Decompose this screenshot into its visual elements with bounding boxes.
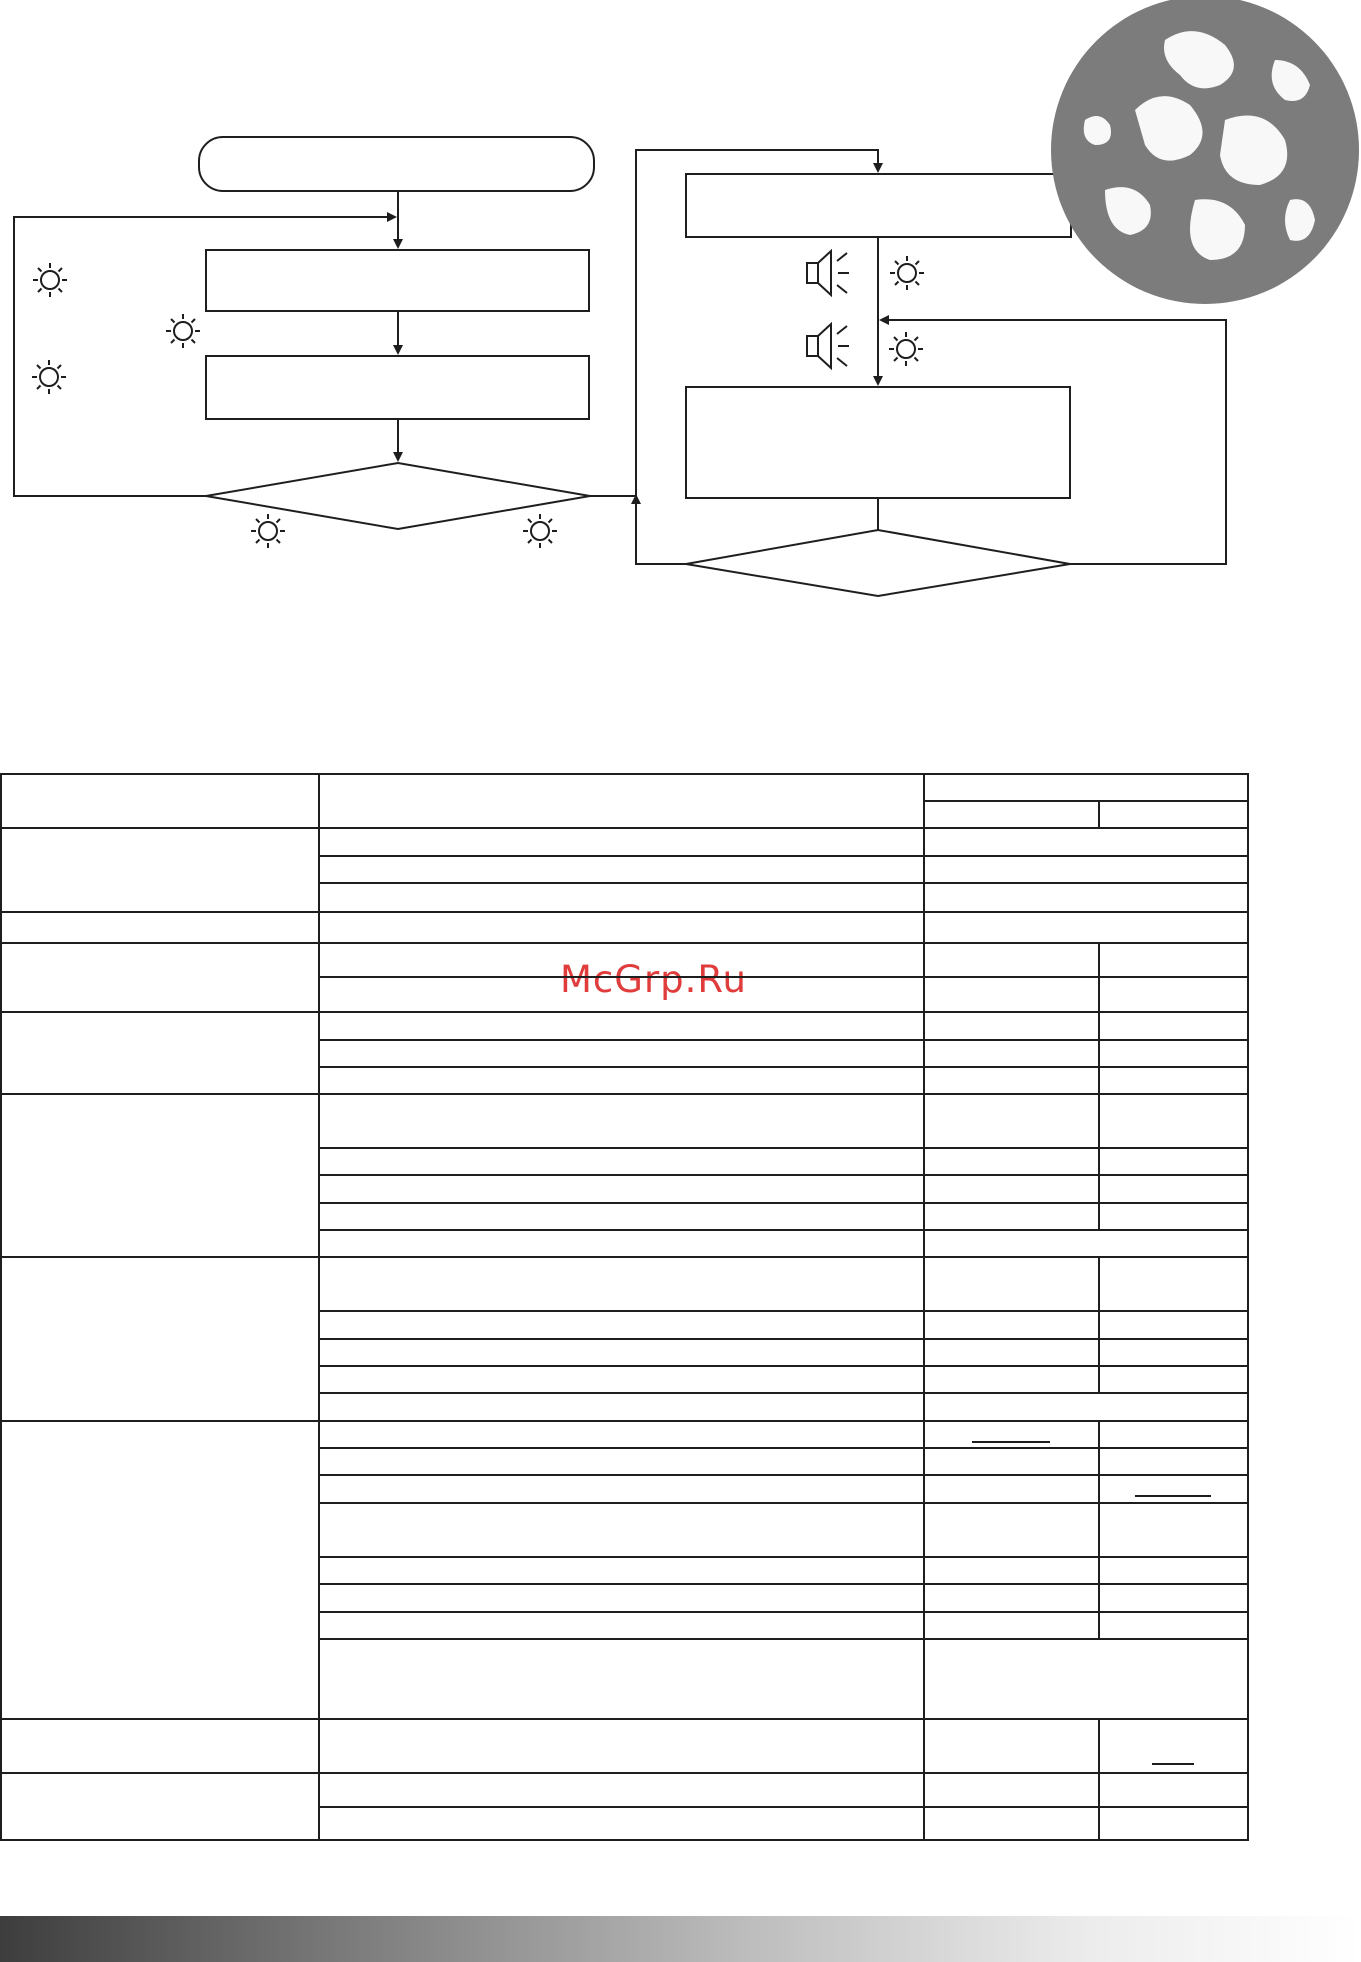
table-cell [924,1311,1099,1339]
table-cell [319,1012,924,1040]
decision-diamond-2 [686,530,1070,596]
table-cell [319,883,924,912]
table-cell [924,1639,1248,1719]
table-cell [319,1366,924,1393]
table-cell [319,1148,924,1175]
table-cell [924,828,1248,856]
table-cell [319,1557,924,1584]
table-cell [319,1339,924,1366]
process-box-2 [206,356,589,419]
table-cell [319,1067,924,1094]
table-cell [924,977,1099,1012]
table-cell [924,883,1248,912]
sun-icon [523,514,557,548]
table-cell [924,1175,1099,1203]
spec-table [0,773,1249,1841]
table-cell [1,1421,319,1719]
table-cell [924,1230,1248,1257]
table-cell [924,1503,1099,1557]
speaker-icon [807,251,849,295]
table-cell [1099,801,1249,828]
table-cell [924,1257,1099,1311]
table-cell [1099,1148,1249,1175]
table-cell [1,1012,319,1094]
table-cell [1,1257,319,1421]
table-cell [924,1773,1099,1807]
sun-icon [890,256,924,290]
table-cell [319,1773,924,1807]
table-cell [319,943,924,977]
table-cell [319,977,924,1012]
table-cell [924,801,1099,828]
process-box-1 [206,250,589,311]
table-cell [319,1311,924,1339]
sun-icon [166,314,200,348]
table-cell [924,1557,1099,1584]
sun-icon [32,360,66,394]
table-cell [924,1094,1099,1148]
table-cell [1099,1448,1249,1475]
table-cell [1099,1612,1249,1639]
table-cell [319,828,924,856]
table-cell [1,1773,319,1840]
table-cell [319,1807,924,1840]
table-cell [924,1421,1099,1448]
table-cell [924,774,1248,801]
table-cell [319,856,924,883]
table-cell [319,1203,924,1230]
globe-decoration [1045,0,1361,320]
speaker-icon [807,324,849,368]
table-cell [924,1475,1099,1503]
underline-mark [972,1427,1050,1443]
table-cell [924,1448,1099,1475]
table-cell [1099,1421,1249,1448]
table-cell [1099,1203,1249,1230]
table-cell [924,1339,1099,1366]
table-cell [924,1393,1248,1421]
table-cell [1099,1503,1249,1557]
underline-mark [1152,1749,1194,1765]
start-terminator [199,137,594,191]
sun-icon [251,514,285,548]
table-cell [1099,1311,1249,1339]
table-cell [924,1067,1099,1094]
table-cell [319,1257,924,1311]
table-cell [319,1230,924,1257]
table-cell [1099,1257,1249,1311]
table-cell [1,774,319,828]
table-cell [1099,1366,1249,1393]
table-cell [319,1094,924,1148]
table-cell [1,828,319,912]
table-cell [924,1203,1099,1230]
table-cell [1099,1040,1249,1067]
table-cell [1,912,319,943]
table-cell [924,943,1099,977]
table-cell [1099,1557,1249,1584]
underline-mark [1135,1481,1211,1497]
table-cell [924,1366,1099,1393]
process-box-3 [686,174,1071,237]
table-cell [924,1719,1099,1773]
table-cell [924,1040,1099,1067]
table-cell [1099,977,1249,1012]
table-cell [1099,1175,1249,1203]
sun-icon [33,263,67,297]
footer-gradient-bar [0,1916,1361,1962]
table-cell [924,912,1248,943]
table-cell [319,1612,924,1639]
table-cell [924,1612,1099,1639]
process-box-4 [686,387,1070,498]
sun-icon [889,332,923,366]
table-cell [319,1040,924,1067]
table-cell [1099,1807,1249,1840]
table-cell [924,1148,1099,1175]
table-cell [319,1475,924,1503]
table-cell [319,1421,924,1448]
table-cell [924,1584,1099,1612]
table-cell [1099,1584,1249,1612]
table-cell [1099,1012,1249,1040]
table-cell [1099,1067,1249,1094]
table-cell [1,943,319,1012]
table-cell [924,856,1248,883]
table-cell [1,1719,319,1773]
table-cell [1099,1094,1249,1148]
table-cell [319,1584,924,1612]
table-cell [319,1448,924,1475]
table-cell [319,1175,924,1203]
table-cell [924,1807,1099,1840]
table-cell [1099,1475,1249,1503]
table-cell [1099,1773,1249,1807]
table-cell [319,1719,924,1773]
table-cell [1099,1339,1249,1366]
table-cell [319,1393,924,1421]
table-cell [319,774,924,828]
watermark: McGrp.Ru [560,958,747,1001]
table-cell [1,1094,319,1257]
table-cell [1099,1719,1249,1773]
decision-diamond-1 [206,463,590,529]
table-cell [1099,943,1249,977]
table-cell [924,1012,1099,1040]
table-cell [319,1503,924,1557]
table-cell [319,912,924,943]
table-cell [319,1639,924,1719]
